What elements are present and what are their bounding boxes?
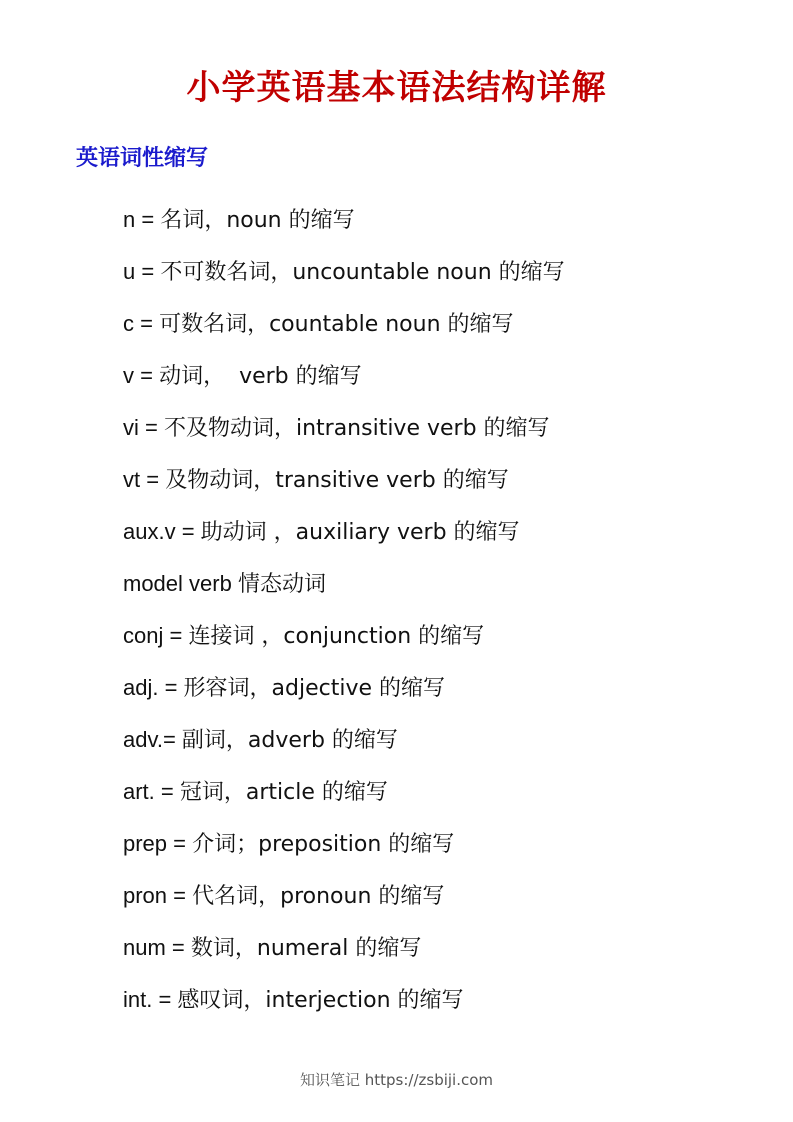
entry-description: 形容词，adjective 的缩写 [183,676,446,701]
entry-description: 代名词，pronoun 的缩写 [192,884,445,909]
entry-description: 及物动词，transitive verb 的缩写 [165,468,509,493]
entry-abbreviation: u = [123,259,161,284]
entry-abbreviation: art. = [123,779,180,804]
list-item [123,772,763,824]
entry-abbreviation: vt = [123,467,166,492]
page-title: 小学英语基本语法结构详解 [186,68,607,108]
entry-description: 介词；preposition 的缩写 [192,832,455,857]
entry-abbreviation: int. = [123,987,178,1012]
abbreviation-list [123,200,763,1032]
entry-description: 动词， verb 的缩写 [159,364,362,389]
entry-description: 副词，adverb 的缩写 [181,728,398,753]
entry-abbreviation: adj. = [123,675,184,700]
entry-abbreviation: c = [123,311,160,336]
list-item [123,668,763,720]
entry-description: 数词，numeral 的缩写 [190,936,422,961]
list-item [123,356,763,408]
list-item [123,564,763,616]
entry-description: 冠词，article 的缩写 [179,780,388,805]
entry-abbreviation: n = [123,207,161,232]
list-item [123,200,763,252]
entry-abbreviation: pron = [123,883,193,908]
entry-abbreviation: aux.v = [123,519,201,544]
footer-watermark: 知识笔记 https://zsbiji.com [299,1071,494,1089]
entry-abbreviation: adv.= [123,727,182,752]
entry-abbreviation: conj = [123,623,189,648]
section-heading: 英语词性缩写 [76,146,209,171]
entry-description: 不及物动词，intransitive verb 的缩写 [163,416,550,441]
list-item [123,460,763,512]
entry-abbreviation: v = [123,363,160,388]
list-item [123,512,763,564]
entry-abbreviation: model verb [123,571,238,596]
list-item [123,928,763,980]
entry-description: 感叹词，interjection 的缩写 [177,988,464,1013]
entry-description: 可数名词，countable noun 的缩写 [159,312,514,337]
entry-description: 助动词 ，auxiliary verb 的缩写 [200,520,520,545]
entry-description: 连接词 ，conjunction 的缩写 [188,624,485,649]
list-item [123,876,763,928]
entry-abbreviation: vi = [123,415,164,440]
entry-description: 情态动词 [237,572,326,597]
list-item [123,720,763,772]
list-item [123,980,763,1032]
list-item [123,408,763,460]
entry-description: 名词，noun 的缩写 [160,208,355,233]
entry-abbreviation: prep = [123,831,193,856]
list-item [123,304,763,356]
list-item [123,616,763,668]
entry-description: 不可数名词，uncountable noun 的缩写 [160,260,565,285]
list-item [123,824,763,876]
entry-abbreviation: num = [123,935,191,960]
list-item [123,252,763,304]
